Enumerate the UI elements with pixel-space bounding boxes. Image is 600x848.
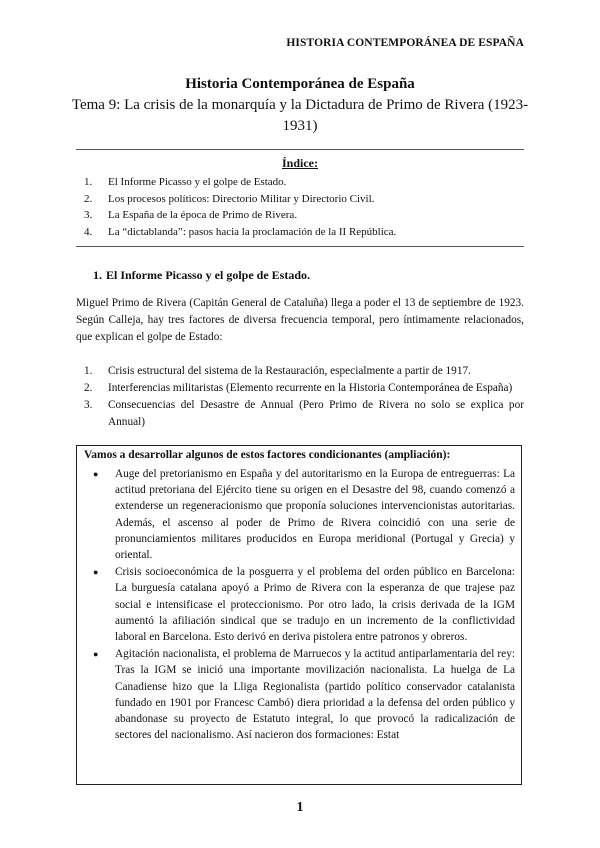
bullet-item: ● Agitación nacionalista, el problema de Marruecos y la actitud antiparlamentaria del rey: Tras la IGM se inició una importante movilización nacionalista. La huelga de La Canadiense hizo que la Lliga Regionalista (partido político conservador catalanista fundado en 1901 por Francesc Cambó) diera prioridad a la defensa del orden público y abandonase su proyecto de Estatuto integral, lo que provocó la radicalización de sectores del nacionalismo. Así nacieron dos formaciones: Estat bbox=[93, 648, 515, 742]
factors-list bbox=[84, 363, 524, 431]
divider-top bbox=[76, 149, 524, 150]
divider-bottom bbox=[76, 246, 524, 247]
bullet-item: ● Crisis socioeconómica de la posguerra y el problema del orden público en Barcelona: La burguesía catalana apoyó a Primo de Rivera con la esperanza de que trajese paz social e intensificase el proteccionismo. Por otro lado, la crisis derivada de la IGM aumentó la afiliación sindical que se tradujo en un incremento de la conflictividad laboral en Barcelona. Esto derivó en deriva pistolera entre patronos y obreros. bbox=[93, 566, 515, 644]
index-list bbox=[84, 174, 396, 240]
bullet-item: ● Auge del pretorianismo en España y del autoritarismo en la Europa de entreguerras: La actitud pretoriana del Ejército tiene su origen en el Desastre del 98, cuando comenzó a extenderse un regeneracionismo que proponía soluciones intervencionistas autoritarias. Además, el ascenso al poder de Primo de Rivera coincidió con una serie de pronunciamientos militares producidos en Europa meridional (Portugal y Grecia) y oriental. bbox=[93, 468, 515, 562]
index-item: 3. La España de la época de Primo de Rivera. bbox=[84, 209, 298, 221]
bullet-dot-icon: ● bbox=[93, 649, 99, 660]
factor-item: 1. Crisis estructural del sistema de la Restauración, especialmente a partir de 1917. bbox=[84, 365, 471, 377]
running-header: HISTORIA CONTEMPORÁNEA DE ESPAÑA bbox=[286, 37, 524, 49]
intro-paragraph: Miguel Primo de Rivera (Capitán General de Cataluña) llega a poder el 13 de septiembre de 1923. Según Calleja, hay tres factores de diversa frecuencia temporal, pero íntimamente relacionados, que explican el golpe de Estado: bbox=[76, 297, 524, 343]
factor-item: 2. Interferencias militaristas (Elemento recurrente en la Historia Contemporánea de España) bbox=[84, 382, 513, 395]
index-item: 1. El Informe Picasso y el golpe de Estado. bbox=[84, 176, 287, 188]
expansion-bullet-list bbox=[87, 466, 515, 744]
index-item: 2. Los procesos políticos: Directorio Militar y Directorio Civil. bbox=[84, 192, 375, 205]
document-title: Historia Contemporánea de España bbox=[185, 76, 415, 92]
expansion-box bbox=[76, 445, 522, 785]
section-heading: 1. El Informe Picasso y el golpe de Estado. bbox=[93, 268, 310, 282]
page-number: 1 bbox=[296, 800, 304, 815]
bullet-dot-icon: ● bbox=[93, 469, 99, 479]
document-subtitle: Tema 9: La crisis de la monarquía y la Dictadura de Primo de Rivera (1923-1931) bbox=[71, 97, 529, 134]
index-heading: Índice: bbox=[282, 156, 318, 170]
expansion-box-title: Vamos a desarrollar algunos de estos factores condicionantes (ampliación): bbox=[84, 449, 451, 461]
bullet-dot-icon: ● bbox=[93, 567, 99, 578]
factor-item: 3. Consecuencias del Desastre de Annual (Pero Primo de Rivera no solo se explica por Annual) bbox=[84, 399, 524, 428]
index-item: 4. La “dictablanda”: pasos hacia la proclamación de la II República. bbox=[84, 225, 397, 238]
